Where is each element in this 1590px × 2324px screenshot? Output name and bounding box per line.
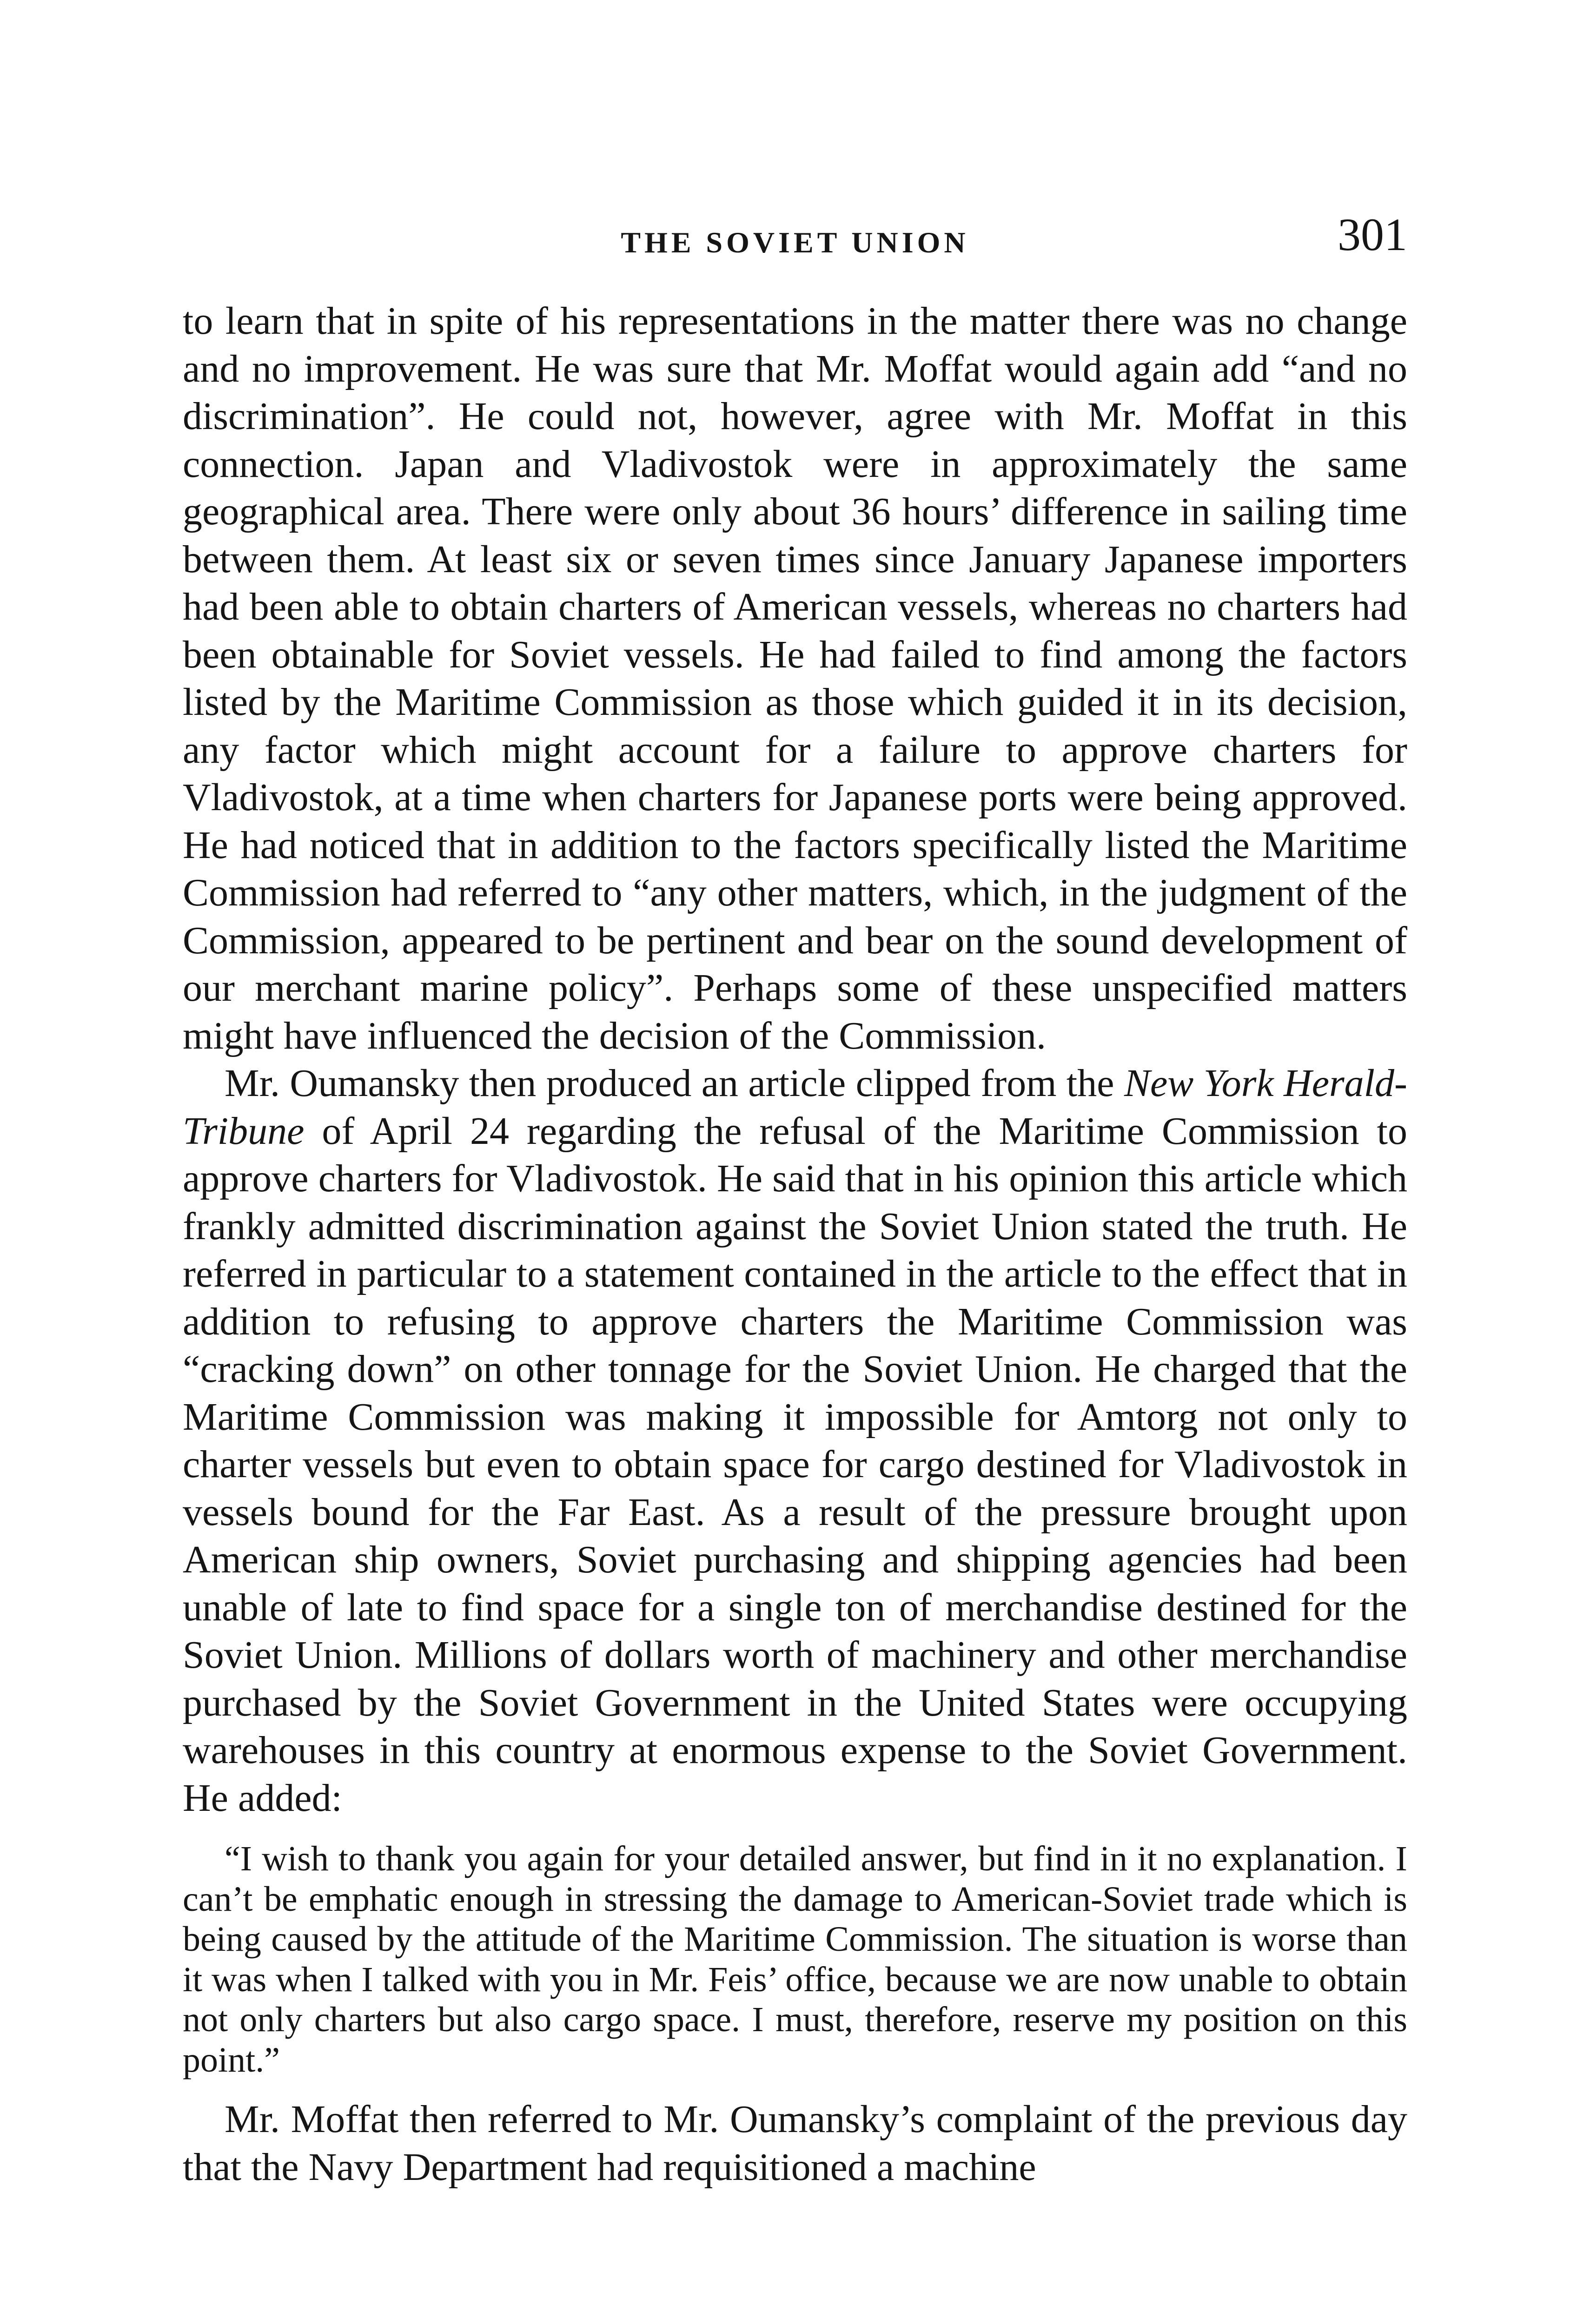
running-head: THE SOVIET UNION: [621, 226, 969, 259]
paragraph-oumansky-article: [183, 1060, 1407, 1822]
body-text: [183, 297, 1407, 2191]
newspaper-title: New York Herald-Tribune: [183, 1062, 1407, 1153]
paragraph-moffat-reply: Mr. Moffat then referred to Mr. Oumansky’s complaint of the previous day that the Navy Department had requisitioned a machine: [183, 2098, 1407, 2189]
page-number: 301: [1338, 209, 1407, 260]
paragraph-continuation: to learn that in spite of his representations in the matter there was no change and no improvement. He was sure that Mr. Moffat would again add “and no discrimination”. He could not, however, agree with Mr. Moffat in this connection. Japan and Vladivostok were in approximately the same geographical area. There were only about 36 hours’ difference in sailing time between them. At least six or seven times since January Japanese importers had been able to obtain charters of American vessels, whereas no charters had been obtainable for Soviet vessels. He had failed to find among the factors listed by the Maritime Commission as those which guided it in its decision, any factor which might account for a failure to approve charters for Vladivostok, at a time when charters for Japanese ports were being approved. He had noticed that in addition to the factors specifically listed the Maritime Commission had referred to “any other matters, which, in the judgment of the Commission, appeared to be pertinent and bear on the sound development of our merchant marine policy”. Perhaps some of these unspecified matters might have influenced the decision of the Commission.: [183, 299, 1407, 1057]
paragraph-oumansky-article-start: Mr. Oumansky then produced an article clipped from the: [225, 1062, 1124, 1105]
block-quote: “I wish to thank you again for your detailed answer, but find in it no explanation. I can’t be emphatic enough in stressing the damage to American-Soviet trade which is being caused by the attitude of the Maritime Commission. The situation is worse than it was when I talked with you in Mr. Feis’ office, because we are now unable to obtain not only charters but also cargo space. I must, therefore, reserve my position on this point.”: [183, 1839, 1407, 2080]
page-header: [183, 211, 1407, 272]
paragraph-oumansky-article-rest: of April 24 regarding the refusal of the Maritime Commission to approve charters for Vladivostok. He said that in his opinion this article which frankly admitted discrimination against the Soviet Union stated the truth. He referred in particular to a statement contained in the article to the effect that in addition to refusing to approve charters the Maritime Commission was “cracking down” on other tonnage for the Soviet Union. He charged that the Maritime Commission was making it impossible for Amtorg not only to charter vessels but even to obtain space for cargo destined for Vladivostok in vessels bound for the Far East. As a result of the pressure brought upon American ship owners, Soviet purchasing and shipping agencies had been unable of late to find space for a single ton of merchandise destined for the Soviet Union. Millions of dollars worth of machinery and other merchandise purchased by the Soviet Government in the United States were occupying warehouses in this country at enormous expense to the Soviet Government. He added:: [183, 1109, 1407, 1820]
